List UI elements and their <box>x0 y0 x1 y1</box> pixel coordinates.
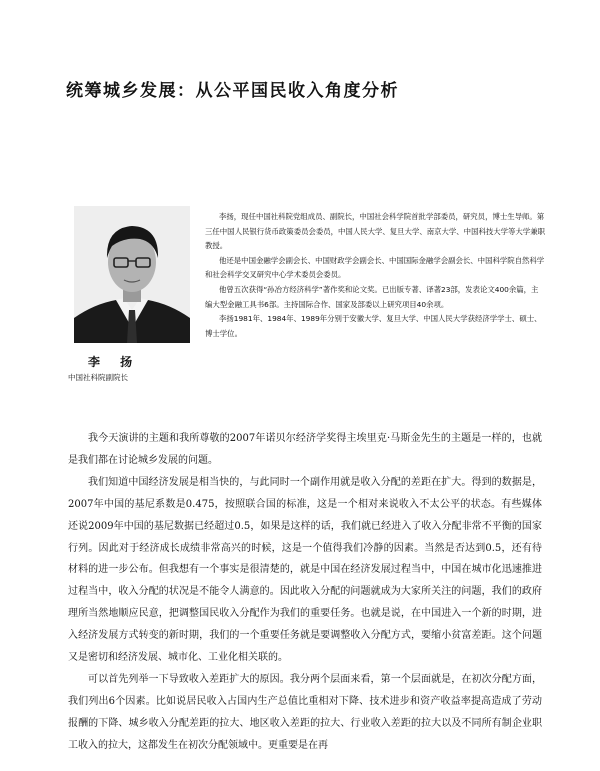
article-body <box>68 428 542 757</box>
bio-paragraph: 他还是中国金融学会副会长、中国财政学会副会长、中国国际金融学会副会长、中国科学院自然科学和社会科学交叉研究中心学术委员会委员。 <box>205 255 545 280</box>
body-paragraph: 可以首先列举一下导致收入差距扩大的原因。我分两个层面来看，第一个层面就是，在初次分配方面，我们列出6个因素。比如说居民收入占国内生产总值比重相对下降、技术进步和资产收益率提高造成了劳动报酬的下降、城乡收入分配差距的拉大、地区收入差距的拉大、行业收入差距的拉大以及不同所有制企业职工收入的拉大，这都发生在初次分配领域中。更重要是在再 <box>68 673 542 751</box>
bio-paragraph: 他曾五次获得“孙冶方经济科学”著作奖和论文奖。已出版专著、译著23部，发表论文400余篇，主编大型金融工具书6部。主持国际合作、国家及部委以上研究项目40余项。 <box>205 284 539 309</box>
author-photo <box>74 206 190 343</box>
body-paragraph: 我们知道中国经济发展是相当快的，与此同时一个副作用就是收入分配的差距在扩大。得到的数据是，2007年中国的基尼系数是0.475，按照联合国的标准，这是一个相对来说收入不太公平的状态。有些媒体还说2009年中国的基尼数据已经超过0.5，如果是这样的话，我们就已经进入了收入分配非常不平衡的国家行列。因此对于经济成长成绩非常高兴的时候，这是一个值得我们冷静的因素。当然是否达到0.5，还有待材料的进一步公布。但我想有一个事实是很清楚的，就是中国在经济发展过程当中，中国在城市化迅速推进过程当中，收入分配的状况是不能令人满意的。因此收入分配的问题就成为大家所关注的问题，我们的政府理所当然地顺应民意，把调整国民收入分配作为我们的重要任务。也就是说，在中国进入一个新的时期，进入经济发展方式转变的新时期，我们的一个重要任务就是要调整收入分配方式，要缩小贫富差距。这个问题又是密切和经济发展、城市化、工业化相关联的。 <box>68 476 542 664</box>
author-name: 李 扬 <box>88 355 141 369</box>
author-bio <box>205 210 545 341</box>
author-portrait-image <box>74 206 190 343</box>
bio-paragraph: 李扬1981年、1984年、1989年分别于安徽大学、复旦大学、中国人民大学获经济学学士、硕士、博士学位。 <box>205 314 542 338</box>
body-paragraph: 我今天演讲的主题和我所尊敬的2007年诺贝尔经济学奖得主埃里克·马斯金先生的主题是一样的，也就是我们都在讨论城乡发展的问题。 <box>68 433 542 466</box>
author-affiliation: 中国社科院副院长 <box>68 373 128 382</box>
bio-paragraph: 李扬，现任中国社科院党组成员、副院长，中国社会科学院首批学部委员，研究员，博士生导师。第三任中国人民银行货币政策委员会委员，中国人民大学、复旦大学、南京大学、中国科技大学等大学兼职教授。 <box>205 212 545 251</box>
article-title: 统筹城乡发展：从公平国民收入角度分析 <box>66 81 399 101</box>
